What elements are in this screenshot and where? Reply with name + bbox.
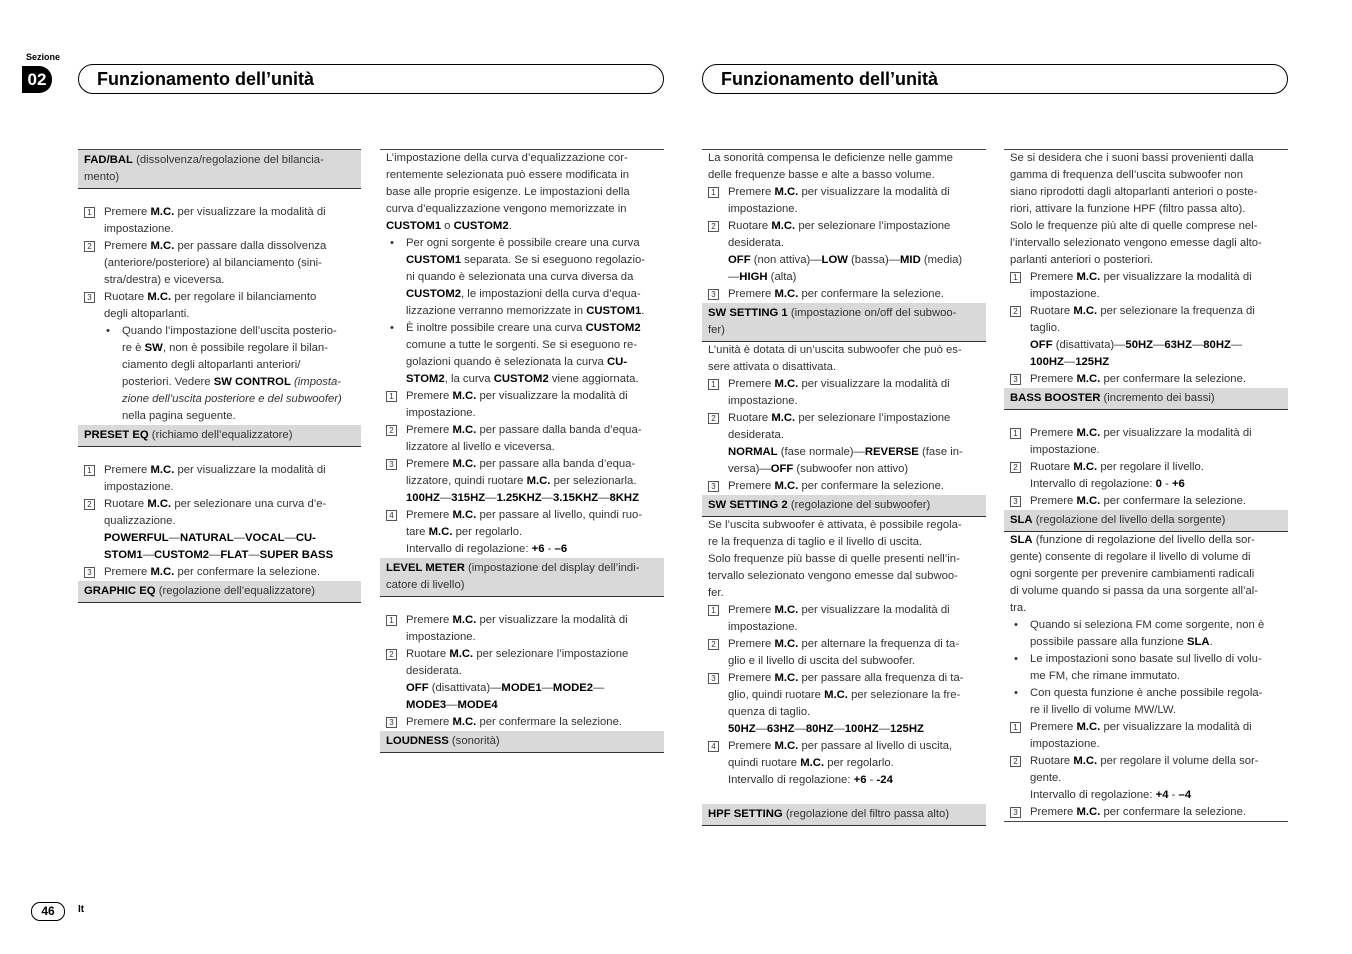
step-number: 3	[84, 292, 95, 303]
step-item	[1004, 719, 1288, 753]
step-text: Ruotare M.C. per selezionare l’impostazione desiderata. NORMAL (fase normale)—REVERSE (fase in- versa)—OFF (subwoofer non attivo)	[728, 412, 963, 475]
step-number: 2	[708, 639, 719, 650]
step-number: 1	[84, 207, 95, 218]
step-text: Premere M.C. per passare alla frequenza di ta- glio, quindi ruotare M.C. per selezionare la fre- quenza di taglio. 50HZ—63HZ—80HZ—100HZ—125HZ	[728, 672, 964, 735]
step-item	[702, 286, 986, 303]
step-item	[702, 602, 986, 636]
step-item	[702, 218, 986, 286]
step-item	[78, 564, 361, 581]
step-number: 2	[84, 241, 95, 252]
text-column-4	[1004, 149, 1288, 822]
step-item	[78, 462, 361, 496]
step-item	[1004, 804, 1288, 821]
step-number: 3	[1010, 374, 1021, 385]
step-number: 2	[84, 499, 95, 510]
step-item	[380, 646, 664, 714]
setting-header: HPF SETTING (regolazione del filtro passa alto)	[702, 804, 986, 826]
step-text: Premere M.C. per visualizzare la modalità di impostazione.	[728, 186, 950, 215]
step-number: 1	[708, 187, 719, 198]
step-item	[702, 636, 986, 670]
step-item	[702, 410, 986, 478]
step-text: Premere M.C. per visualizzare la modalità di impostazione.	[406, 390, 628, 419]
step-number: 1	[1010, 272, 1021, 283]
step-text: Premere M.C. per confermare la selezione.	[406, 716, 623, 728]
step-item	[78, 289, 361, 323]
bullet-item: • Quando si seleziona FM come sorgente, non è possibile passare alla funzione SLA.	[1004, 617, 1288, 651]
setting-header: PRESET EQ (richiamo dell’equalizzatore)	[78, 425, 361, 447]
step-number: 1	[84, 465, 95, 476]
section-number-badge: 02	[22, 66, 52, 93]
step-text: Premere M.C. per visualizzare la modalità di impostazione.	[1030, 427, 1252, 456]
step-text: Premere M.C. per confermare la selezione.	[1030, 495, 1247, 507]
step-number: 2	[386, 649, 397, 660]
paragraph: Se si desidera che i suoni bassi provenienti dalla gamma di frequenza dell’uscita subwoofer non siano riprodotti dagli altoparlanti anteriori o poste- riori, attivare la funzione HPF (filtro passa alto). Solo le frequenze più alte di quelle comprese nel- l’intervallo selezionato vengono emesse dagli alto- parlanti anteriori o posteriori.	[1010, 152, 1262, 266]
bullet-item: • Quando l’impostazione dell’uscita posterio- re è SW, non è possibile regolare il bilan- ciamento degli altoparlanti anteriori/ posteriori. Vedere SW CONTROL (imposta- zione dell’uscita posteriore e del subwoofer) nella pagina seguente.	[78, 323, 361, 425]
step-number: 2	[1010, 756, 1021, 767]
step-text: Premere M.C. per visualizzare la modalità di impostazione.	[1030, 271, 1252, 300]
step-number: 3	[708, 289, 719, 300]
setting-header: LEVEL METER (impostazione del display dell’indi- catore di livello)	[380, 558, 664, 597]
text-column-1	[78, 149, 361, 603]
step-text: Premere M.C. per visualizzare la modalità di impostazione.	[104, 206, 326, 235]
step-number: 4	[708, 741, 719, 752]
step-number: 3	[708, 673, 719, 684]
step-text: Ruotare M.C. per selezionare una curva d’e- qualizzazione. POWERFUL—NATURAL—VOCAL—CU- STOM1—CUSTOM2—FLAT—SUPER BASS	[104, 498, 334, 561]
step-number: 1	[386, 615, 397, 626]
step-text: Premere M.C. per passare dalla dissolvenza (anteriore/posteriore) al bilanciamento (sini- stra/destra) e viceversa.	[104, 240, 327, 286]
bullet-item: • Con questa funzione è anche possibile regola- re il livello di volume MW/LW.	[1004, 685, 1288, 719]
step-text: Premere M.C. per confermare la selezione.	[1030, 373, 1247, 385]
text-column-2	[380, 149, 664, 753]
step-number: 2	[708, 413, 719, 424]
step-number: 1	[386, 391, 397, 402]
step-text: Premere M.C. per visualizzare la modalità di impostazione.	[728, 604, 950, 633]
spacer	[380, 597, 664, 612]
step-text: Premere M.C. per confermare la selezione.	[728, 288, 945, 300]
step-text: Premere M.C. per visualizzare la modalità di impostazione.	[1030, 721, 1252, 750]
step-item	[702, 738, 986, 789]
setting-header: BASS BOOSTER (incremento dei bassi)	[1004, 388, 1288, 410]
step-item	[380, 714, 664, 731]
step-text: Premere M.C. per visualizzare la modalità di impostazione.	[728, 378, 950, 407]
step-item	[1004, 371, 1288, 388]
setting-header: GRAPHIC EQ (regolazione dell’equalizzatore)	[78, 581, 361, 603]
spacer	[78, 447, 361, 462]
page-number: 46	[31, 902, 65, 921]
step-item	[702, 376, 986, 410]
setting-header: LOUDNESS (sonorità)	[380, 731, 664, 753]
step-text: Premere M.C. per passare al livello, quindi ruo- tare M.C. per regolarlo. Intervallo di regolazione: +6 - –6	[406, 509, 643, 555]
step-item	[1004, 269, 1288, 303]
step-number: 3	[1010, 807, 1021, 818]
step-text: Premere M.C. per visualizzare la modalità di impostazione.	[104, 464, 326, 493]
step-item	[380, 388, 664, 422]
step-text: Premere M.C. per passare alla banda d’equa- lizzatore, quindi ruotare M.C. per selezionarla. 100HZ—315HZ—1.25KHZ—3.15KHZ—8KHZ	[406, 458, 639, 504]
paragraph: L’impostazione della curva d’equalizzazione cor- rentemente selezionata può essere modificata in base alle proprie esigenze. Le impostazioni della curva d’equalizzazione vengono memorizzate in CUSTOM1 o CUSTOM2.	[386, 152, 630, 232]
section-label: Sezione	[26, 52, 61, 62]
step-text: Premere M.C. per passare al livello di uscita, quindi ruotare M.C. per regolarlo. Intervallo di regolazione: +6 - -24	[728, 740, 953, 786]
step-text: Premere M.C. per alternare la frequenza di ta- glio e il livello di uscita del subwoofer.	[728, 638, 960, 667]
step-number: 3	[84, 567, 95, 578]
step-number: 1	[708, 605, 719, 616]
step-item	[1004, 459, 1288, 493]
step-item	[380, 507, 664, 558]
bullet-item: • Le impostazioni sono basate sul livello di volu- me FM, che rimane immutato.	[1004, 651, 1288, 685]
step-item	[78, 204, 361, 238]
step-item	[1004, 303, 1288, 371]
step-item	[380, 456, 664, 507]
step-text: Premere M.C. per passare dalla banda d’equa- lizzatore al livello e viceversa.	[406, 424, 642, 453]
step-text: Ruotare M.C. per selezionare la frequenza di taglio. OFF (disattivata)—50HZ—63HZ—80HZ— 100HZ—125HZ	[1030, 305, 1255, 368]
step-number: 1	[708, 379, 719, 390]
paragraph: SLA (funzione di regolazione del livello della sor- gente) consente di regolare il livello di volume di ogni sorgente per prevenire cambiamenti radicali di volume quando si passa da una sorgente all’al- tra.	[1010, 534, 1259, 614]
step-item	[1004, 753, 1288, 804]
setting-header: SLA (regolazione del livello della sorgente)	[1004, 510, 1288, 532]
step-number: 1	[1010, 722, 1021, 733]
step-item	[380, 612, 664, 646]
paragraph: La sonorità compensa le deficienze nelle gamme delle frequenze basse e alte a basso volume.	[708, 152, 953, 181]
step-number: 1	[1010, 428, 1021, 439]
step-number: 4	[386, 510, 397, 521]
step-number: 3	[708, 481, 719, 492]
step-item	[78, 238, 361, 289]
page-title-right: Funzionamento dell’unità	[702, 64, 1288, 94]
step-item	[702, 184, 986, 218]
paragraph: Se l’uscita subwoofer è attivata, è possibile regola- re la frequenza di taglio e il livello di uscita. Solo frequenze più basse di quelle presenti nell’in- tervallo selezionato vengono emesse dal subwoo- fer.	[708, 519, 962, 599]
step-text: Ruotare M.C. per selezionare l’impostazione desiderata. OFF (disattivata)—MODE1—MODE2— MODE3—MODE4	[406, 648, 629, 711]
step-text: Premere M.C. per visualizzare la modalità di impostazione.	[406, 614, 628, 643]
step-number: 2	[1010, 462, 1021, 473]
step-text: Ruotare M.C. per selezionare l’impostazione desiderata. OFF (non attiva)—LOW (bassa)—MID (media) —HIGH (alta)	[728, 220, 963, 283]
setting-header: SW SETTING 2 (regolazione del subwoofer)	[702, 495, 986, 517]
step-text: Ruotare M.C. per regolare il bilanciamento degli altoparlanti.	[104, 291, 317, 320]
step-number: 2	[386, 425, 397, 436]
step-number: 2	[708, 221, 719, 232]
step-text: Premere M.C. per confermare la selezione.	[728, 480, 945, 492]
step-item	[380, 422, 664, 456]
setting-header: SW SETTING 1 (impostazione on/off del subwoo- fer)	[702, 303, 986, 342]
step-item	[1004, 425, 1288, 459]
step-text: Ruotare M.C. per regolare il livello. Intervallo di regolazione: 0 - +6	[1030, 461, 1204, 490]
step-number: 3	[1010, 496, 1021, 507]
step-text: Ruotare M.C. per regolare il volume della sor- gente. Intervallo di regolazione: +4 - –4	[1030, 755, 1259, 801]
spacer	[78, 189, 361, 204]
text-column-3	[702, 149, 986, 826]
page-title-left: Funzionamento dell’unità	[78, 64, 664, 94]
step-text: Premere M.C. per confermare la selezione.	[1030, 806, 1247, 818]
step-number: 3	[386, 717, 397, 728]
step-number: 3	[386, 459, 397, 470]
step-text: Premere M.C. per confermare la selezione.	[104, 566, 321, 578]
spacer	[1004, 410, 1288, 425]
spacer	[702, 789, 986, 804]
step-item	[702, 478, 986, 495]
step-item	[702, 670, 986, 738]
step-item	[1004, 493, 1288, 510]
bullet-item: • È inoltre possibile creare una curva CUSTOM2 comune a tutte le sorgenti. Se si eseguono re- golazioni quando è selezionata la curva CU- STOM2, la curva CUSTOM2 viene aggiornata.	[380, 320, 664, 388]
step-item	[78, 496, 361, 564]
paragraph: L’unità è dotata di un’uscita subwoofer che può es- sere attivata o disattivata.	[708, 344, 962, 373]
bullet-item: • Per ogni sorgente è possibile creare una curva CUSTOM1 separata. Se si eseguono regolazio- ni quando è selezionata una curva diversa da CUSTOM2, le impostazioni della curva d’equa- lizzazione verranno memorizzate in CUSTOM1.	[380, 235, 664, 320]
step-number: 2	[1010, 306, 1021, 317]
setting-header: FAD/BAL (dissolvenza/regolazione del bilancia- mento)	[78, 150, 361, 189]
language-code: It	[78, 904, 85, 915]
